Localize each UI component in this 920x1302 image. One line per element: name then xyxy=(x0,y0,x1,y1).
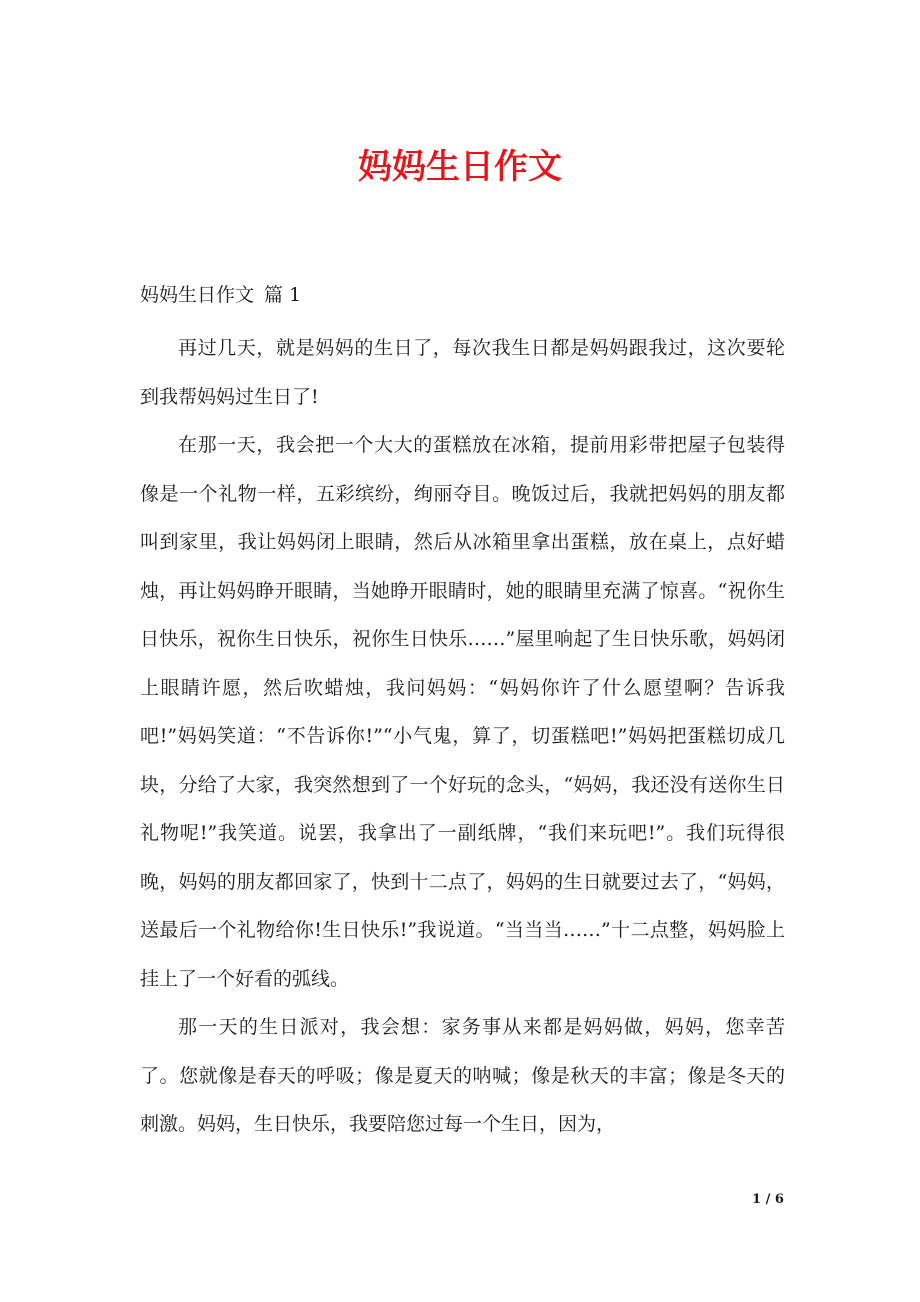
section-heading-text: 妈妈生日作文 xyxy=(140,284,255,306)
page-number: 1 / 6 xyxy=(752,1192,784,1207)
paragraph: 再过几天，就是妈妈的生日了，每次我生日都是妈妈跟我过，这次要轮到我帮妈妈过生日了! xyxy=(140,337,785,408)
document-body xyxy=(140,324,785,1149)
paragraph: 在那一天，我会把一个大大的蛋糕放在冰箱，提前用彩带把屋子包装得像是一个礼物一样，五彩缤纷，绚丽夺目。晚饭过后，我就把妈妈的朋友都叫到家里，我让妈妈闭上眼睛，然后从冰箱里拿出蛋糕，放在桌上，点好蜡烛，再让妈妈睁开眼睛，当她睁开眼睛时，她的眼睛里充满了惊喜。“祝你生日快乐，祝你生日快乐，祝你生日快乐……”屋里响起了生日快乐歌，妈妈闭上眼睛许愿，然后吹蜡烛，我问妈妈：“妈妈你许了什么愿望啊？告诉我吧!”妈妈笑道：“不告诉你!”“小气鬼，算了，切蛋糕吧!”妈妈把蛋糕切成几块，分给了大家，我突然想到了一个好玩的念头，“妈妈，我还没有送你生日礼物呢!”我笑道。说罢，我拿出了一副纸牌，“我们来玩吧!”。我们玩得很晚，妈妈的朋友都回家了，快到十二点了，妈妈的生日就要过去了，“妈妈，送最后一个礼物给你!生日快乐!”我说道。“当当当……”十二点整，妈妈脸上挂上了一个好看的弧线。 xyxy=(140,434,785,990)
document-title: 妈妈生日作文 xyxy=(358,147,562,187)
paragraph: 那一天的生日派对，我会想：家务事从来都是妈妈做，妈妈，您幸苦了。您就像是春天的呼吸；像是夏天的呐喊；像是秋天的丰富；像是冬天的刺激。妈妈，生日快乐，我要陪您过每一个生日，因为， xyxy=(140,1016,785,1135)
section-heading xyxy=(140,280,301,310)
section-number: 篇 1 xyxy=(264,284,302,306)
